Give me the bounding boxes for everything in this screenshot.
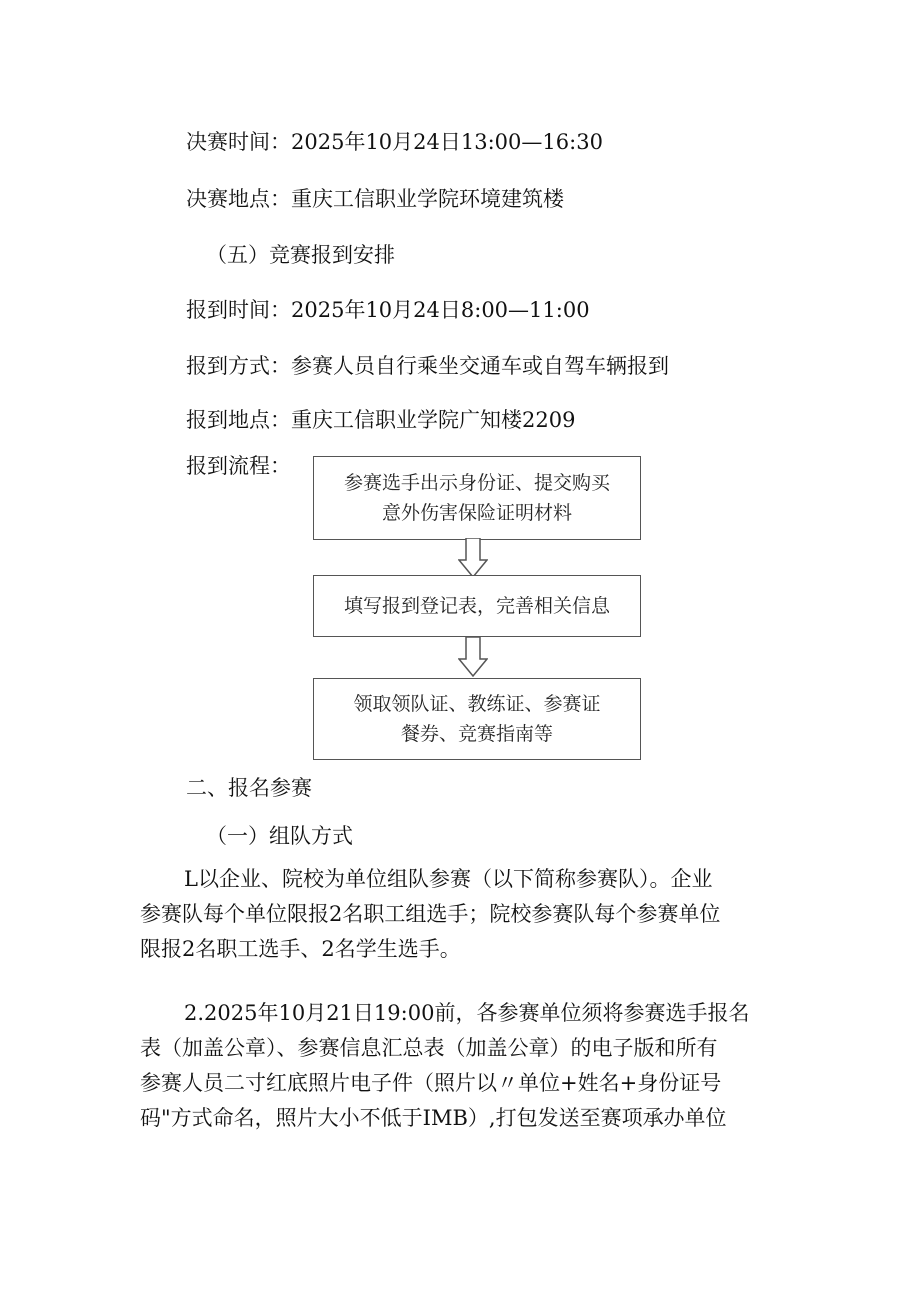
down-arrow-icon (458, 538, 488, 578)
checkin-heading: （五）竞赛报到安排 (206, 243, 395, 267)
flow-step-3-line1: 领取领队证、教练证、参赛证 (353, 693, 601, 715)
team-formation-heading: （一）组队方式 (206, 824, 353, 848)
flow-step-2 (313, 575, 641, 637)
flow-step-1-line1: 参赛选手出示身份证、提交购买 (343, 472, 610, 494)
flow-step-1 (313, 456, 641, 540)
paragraph-2-line: 码"方式命名，照片大小不低于IMB）,打包发送至赛项承办单位 (140, 1106, 727, 1130)
checkin-time-row (186, 296, 590, 324)
checkin-time-label: 报到时间： (186, 298, 291, 322)
checkin-method-label: 报到方式： (186, 354, 291, 378)
final-place-value: 重庆工信职业学院环境建筑楼 (291, 187, 564, 211)
checkin-method-row (186, 352, 669, 380)
paragraph-1 (140, 862, 790, 967)
final-place-row (186, 185, 564, 213)
paragraph-2 (140, 996, 790, 1136)
checkin-method-value: 参赛人员自行乘坐交通车或自驾车辆报到 (291, 354, 669, 378)
final-time-row (186, 128, 603, 156)
checkin-place-value: 重庆工信职业学院广知楼2209 (291, 408, 576, 432)
flow-step-3 (313, 678, 641, 760)
checkin-time-value: 2025年10月24日8:00—11:00 (291, 298, 590, 322)
registration-heading: 二、报名参赛 (186, 776, 312, 800)
paragraph-1-line: 限报2名职工选手、2名学生选手。 (140, 937, 461, 961)
paragraph-2-line: 2.2025年10月21日19:00前，各参赛单位须将参赛选手报名 (184, 1001, 750, 1025)
flow-step-2-line1: 填写报到登记表，完善相关信息 (343, 595, 610, 617)
checkin-place-row (186, 406, 575, 434)
paragraph-2-line: 表（加盖公章）、参赛信息汇总表（加盖公章）的电子版和所有 (140, 1036, 718, 1060)
final-time-label: 决赛时间： (186, 130, 291, 154)
checkin-flow-label: 报到流程： (186, 454, 291, 478)
final-time-value: 2025年10月24日13:00—16:30 (291, 130, 603, 154)
paragraph-1-line: 参赛队每个单位限报2名职工组选手；院校参赛队每个参赛单位 (140, 902, 721, 926)
checkin-place-label: 报到地点： (186, 408, 291, 432)
flow-step-1-line2: 意外伤害保险证明材料 (381, 502, 572, 524)
final-place-label: 决赛地点： (186, 187, 291, 211)
flow-step-3-line2: 餐券、竞赛指南等 (400, 723, 553, 745)
paragraph-1-line: L以企业、院校为单位组队参赛（以下简称参赛队）。企业 (184, 867, 713, 891)
down-arrow-icon (458, 637, 488, 677)
paragraph-2-line: 参赛人员二寸红底照片电子件（照片以〃单位+姓名+身份证号 (140, 1071, 722, 1095)
